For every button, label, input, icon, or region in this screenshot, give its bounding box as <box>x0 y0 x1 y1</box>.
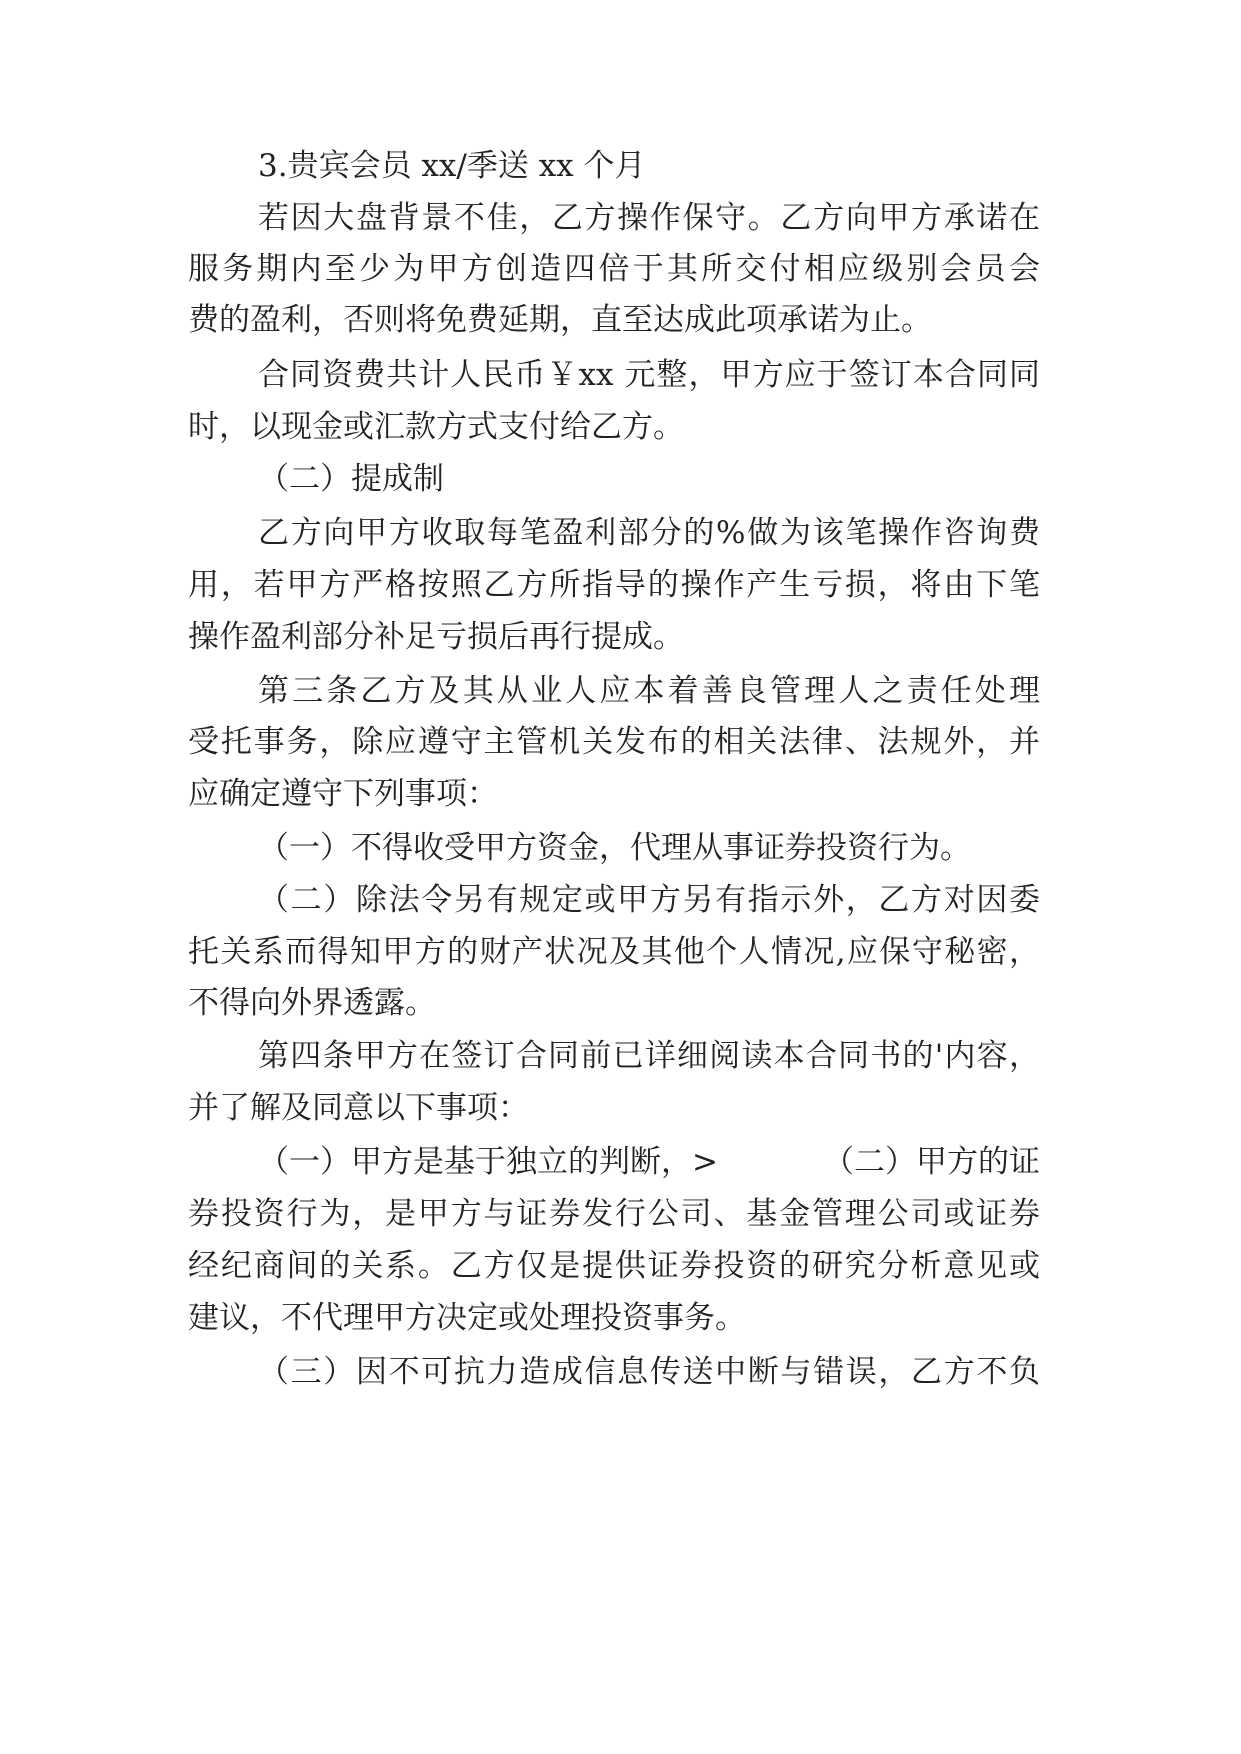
paragraph-line: 受托事务，除应遵守主管机关发布的相关法律、法规外，并 <box>188 724 1040 760</box>
paragraph-line: 建议，不代理甲方决定或处理投资事务。 <box>188 1300 746 1336</box>
paragraph-line: 第三条乙方及其从业人应本着善良管理人之责任处理 <box>258 673 1040 709</box>
paragraph-line: 若因大盘背景不佳，乙方操作保守。乙方向甲方承诺在 <box>258 200 1040 236</box>
paragraph-line: （一）不得收受甲方资金，代理从事证券投资行为。 <box>258 830 971 866</box>
paragraph-line: 并了解及同意以下事项： <box>188 1090 529 1126</box>
paragraph-line: （二）除法令另有规定或甲方另有指示外，乙方对因委 <box>258 882 1040 918</box>
paragraph-line: 托关系而得知甲方的财产状况及其他个人情况,应保守秘密， <box>188 934 1040 970</box>
section-heading: （二）提成制 <box>258 461 444 497</box>
paragraph-line: 券投资行为，是甲方与证券发行公司、基金管理公司或证券 <box>188 1196 1040 1232</box>
paragraph-line: 应确定遵守下列事项： <box>188 776 498 812</box>
paragraph-line: 用，若甲方严格按照乙方所指导的操作产生亏损，将由下笔 <box>188 567 1040 603</box>
split-line <box>258 1139 1040 1185</box>
paragraph-line: 费的盈利，否则将免费延期，直至达成此项承诺为止。 <box>188 302 932 338</box>
paragraph-line: 不得向外界透露。 <box>188 985 436 1021</box>
line-part-left: （一）甲方是基于独立的判断，> <box>258 1144 718 1180</box>
paragraph-line: 时，以现金或汇款方式支付给乙方。 <box>188 409 684 445</box>
paragraph-line: （三）因不可抗力造成信息传送中断与错误，乙方不负 <box>258 1354 1040 1390</box>
line-part-right: （二）甲方的证 <box>823 1144 1040 1180</box>
paragraph-line: 合同资费共计人民币￥xx 元整，甲方应于签订本合同同 <box>258 357 1040 393</box>
paragraph-line: 3.贵宾会员 xx/季送 xx 个月 <box>258 148 646 184</box>
paragraph-line: 操作盈利部分补足亏损后再行提成。 <box>188 619 684 655</box>
paragraph-line: 第四条甲方在签订合同前已详细阅读本合同书的'内容， <box>258 1038 1040 1074</box>
paragraph-line: 经纪商间的关系。乙方仅是提供证券投资的研究分析意见或 <box>188 1248 1040 1284</box>
paragraph-line <box>0 1139 1241 1185</box>
paragraph-line: 服务期内至少为甲方创造四倍于其所交付相应级别会员会 <box>188 251 1040 287</box>
paragraph-line: 乙方向甲方收取每笔盈利部分的%做为该笔操作咨询费 <box>258 515 1040 551</box>
